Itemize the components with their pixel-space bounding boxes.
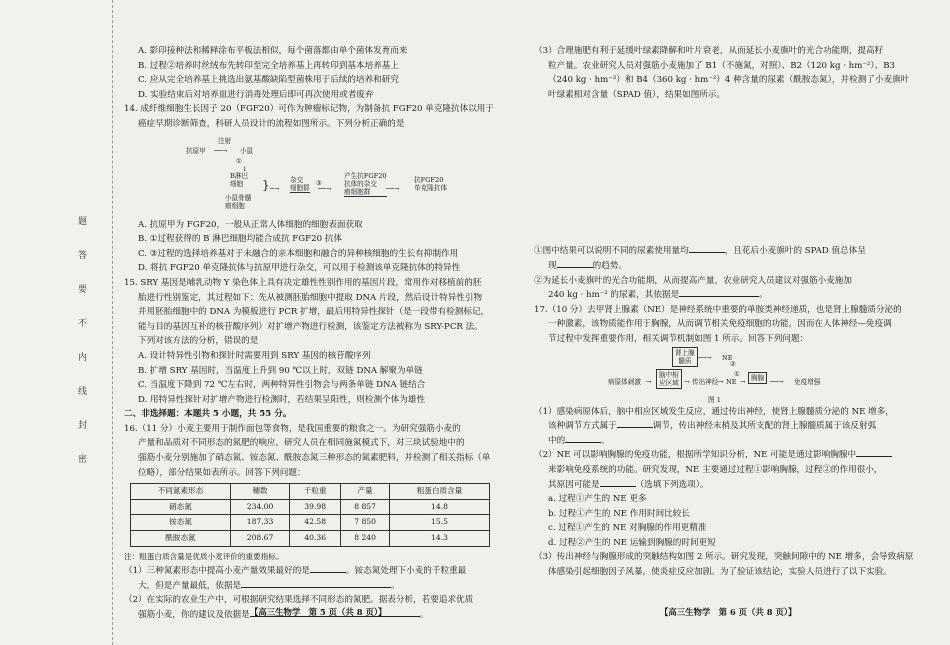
- q17-2-text: （2）NE 可以影响胸腺的免疫功能，根据所学知识分析，NE 可能是通过影响胸腺中: [534, 450, 857, 461]
- bcell-label: B淋巴 细胞: [230, 171, 249, 188]
- answer-blank[interactable]: [241, 579, 391, 588]
- q14-stem: 癌症早期诊断筛查，科研人员设计的流程如图所示。下列分析正确的是: [138, 118, 405, 129]
- q16-2-text: 。: [419, 610, 429, 620]
- arrow-icon: ──→: [318, 184, 332, 193]
- spad-chart: [534, 102, 914, 244]
- table-cell: 39.98: [290, 499, 341, 515]
- table-cell: 酰胺态氮: [131, 531, 231, 547]
- table-cell: 208.67: [230, 531, 289, 547]
- q16-3-sub: ②为延长小麦旗叶的光合功能期，从而提高产量，农业研究人员建议对强筋小麦施加: [534, 275, 852, 286]
- q16-3-stem: （240 kg · hm⁻²）和 B4（360 kg · hm⁻²）4 种含量的尿素（酰胺态氮），并检测了小麦旗叶: [548, 75, 910, 86]
- table-row: [131, 499, 490, 515]
- arrow-icon: ──→: [770, 377, 784, 386]
- arrow-icon: ─→: [270, 184, 280, 193]
- produce-label: 产生抗FGF20 抗体的杂交 瘤细胞群: [344, 171, 387, 196]
- inject-label: 注射: [218, 136, 232, 145]
- answer-blank[interactable]: [600, 478, 636, 487]
- table-row: [131, 515, 490, 531]
- table-cell: 234.00: [230, 499, 289, 515]
- margin-char: 题: [78, 217, 88, 227]
- q15-stem: 并用胚胎细胞中的 DNA 为模板进行 PCR 扩增，最后用特异性探针（是一段带有检测标记，: [138, 307, 490, 318]
- table-cell: 15.5: [390, 515, 490, 531]
- q15-stem: 15. SRY 基因是哺乳动物 Y 染色体上具有决定雄性性别作用的基因片段，常用作对移植前的胚: [124, 277, 482, 288]
- table-header: 不同氮素形态: [131, 484, 231, 500]
- page-5: [124, 44, 510, 623]
- q17-2-text: （选填下列选项）。: [635, 479, 709, 490]
- spad-chart-svg: [584, 102, 884, 244]
- brain-box: 脑中相 应区域: [656, 369, 682, 389]
- q14-option-b: B. ①过程获得的 B 淋巴细胞均能合成抗 FGF20 抗体: [138, 234, 342, 245]
- q17-2-option-a: a. 过程①产生的 NE 更多: [548, 494, 647, 505]
- mab-label: 抗FGF20 单克隆抗体: [414, 175, 447, 192]
- step2-label: ②: [730, 359, 736, 368]
- q16-3-stem: （3）合理施肥有利于延缓叶绿素降解和叶片衰老，从而延长小麦旗叶的光合功能期，提高籽: [534, 46, 884, 56]
- bracket-icon: }: [262, 177, 270, 192]
- q17-1-text: 该种调节方式属于: [548, 421, 617, 432]
- result-label: 免疫增强: [794, 377, 821, 386]
- table-cell: 铵态氮: [131, 515, 231, 531]
- answer-blank[interactable]: [565, 434, 601, 443]
- q16-3-sub: 。: [759, 290, 768, 301]
- table-cell: 14.8: [390, 499, 490, 515]
- q16-1-text: 。: [391, 580, 400, 591]
- table-cell: 硝态氮: [131, 499, 231, 515]
- q16-3-stem: 粒产量。农业研究人员对强筋小麦施加了 B1（不施氮，对照）、B2（120 kg · hm⁻²）、B3: [548, 60, 895, 71]
- arrow-icon: →: [718, 377, 724, 386]
- q15-stem: 胎进行性别鉴定，其过程如下：先从被测胚胎细胞中提取 DNA 片段，然后设计特异性引物: [138, 292, 483, 303]
- q15-option-d: D. 用特异性探针对扩增产物进行检测时，若结果呈阳性，则检测个体为雄性: [138, 394, 426, 405]
- hybrid-label: 杂交 细胞群: [290, 175, 310, 192]
- margin-char: 不: [78, 319, 88, 329]
- q13-option-c: C. 应从完全培养基上挑选出氨基酸缺陷型菌株用于后续的培养和研究: [138, 75, 399, 86]
- q17-2-text: 来影响免疫系统的功能。研究发现，NE 主要通过过程①影响胸腺，过程②的作用很小，: [548, 464, 883, 475]
- q15-option-c: C. 当温度下降到 72 ℃左右时，两种特异性引物会与两条单链 DNA 链结合: [138, 380, 426, 391]
- q13-option-a: A. 影印接种法和稀释涂布平板法相似，每个菌落都由单个菌体发育而来: [138, 46, 408, 56]
- arrow-icon: →: [646, 377, 652, 386]
- myeloma-label: 小鼠骨髓 瘤细胞: [225, 193, 252, 210]
- q14-stem: 14. 成纤维细胞生长因子 20（FGF20）可作为肿瘤标记物，为制备抗 FGF20 单克隆抗体以用于: [124, 104, 494, 115]
- q16-stem: 产量和品质对不同形态的氮肥的响应，研究人员在相同施氮模式下，对三块试验地中的: [138, 438, 465, 449]
- q16-stem: 16.（11 分）小麦主要用于制作面包等食物，是我国重要的粮食之一。为研究强筋小麦的: [124, 423, 461, 434]
- nitrogen-table: [130, 483, 490, 546]
- adrenal-box: 肾上腺 髓质: [672, 347, 698, 367]
- table-cell: 7 850: [341, 515, 390, 531]
- q17-1-text: （1）感染病原体后，脑中相应区域发生反应，通过传出神经，使肾上腺髓质分泌的 NE 增多，: [534, 406, 894, 417]
- q16-1-text: 大，但是产量最低，依据是: [138, 580, 242, 591]
- q17-2-text: 其原因可能是: [548, 479, 600, 490]
- q14-option-c: C. ③过程的选择培养基对于未融合的亲本细胞和融合的异种核细胞的生长有抑制作用: [138, 248, 459, 259]
- step3-label: ③: [316, 178, 322, 187]
- fig1-caption: 图 1: [708, 395, 721, 404]
- q17-stem: 17.（10 分）去甲肾上腺素（NE）是神经系统中重要的单胺类神经递质，也是肾上腺髓质分泌的: [534, 304, 902, 315]
- table-header-row: [131, 484, 490, 500]
- q15-stem: 能与目的基因互补的核苷酸序列）对扩增产物进行检测，该鉴定方法被称为 SRY-PCR 法。: [138, 321, 483, 332]
- table-header: 产量: [341, 484, 390, 500]
- ne-label: NE: [722, 353, 733, 362]
- margin-char: 要: [78, 285, 88, 295]
- answer-blank[interactable]: [679, 288, 759, 297]
- table-cell: 14.3: [390, 531, 490, 547]
- step1-label: ①: [236, 156, 242, 165]
- ne-label: NE: [726, 377, 737, 386]
- stim-label: 病原体刺激: [608, 377, 641, 386]
- margin-char: 封: [78, 421, 88, 431]
- page-6-footer: 【高三生物学 第 6 页（共 8 页）】: [660, 607, 797, 617]
- q17-1-text: 中的: [548, 435, 566, 446]
- q16-2-text: 强筋小麦，你的建议及依据是: [138, 610, 250, 620]
- q16-stem: 位略），部分结果如表所示。回答下列问题：: [138, 467, 306, 478]
- margin-char: 内: [78, 353, 88, 363]
- page-5-footer: 【高三生物学 第 5 页（共 8 页）】: [250, 607, 387, 617]
- table-header: 穗数: [230, 484, 289, 500]
- fig1-diagram: [534, 347, 914, 405]
- answer-blank[interactable]: [856, 448, 892, 457]
- page-6: [534, 44, 914, 580]
- mouse-label: 小鼠: [240, 146, 254, 155]
- step1-label: ①: [734, 369, 740, 378]
- answer-blank[interactable]: [617, 419, 653, 428]
- q16-3-sub: 现: [548, 260, 557, 271]
- table-cell: 187.33: [230, 515, 289, 531]
- q17-1-text: 。: [601, 435, 610, 446]
- q16-3-sub: 的趋势。: [592, 260, 627, 271]
- q15-option-b: B. 扩增 SRY 基因时，当温度上升到 90 ℃以上时，双链 DNA 解聚为单链: [138, 365, 423, 376]
- q16-1-text: （1）三种氮素形态中提高小麦产量效果最好的是: [124, 566, 310, 577]
- arrow-icon: →: [740, 377, 746, 386]
- table-header: 粗蛋白质含量: [390, 484, 490, 500]
- arrow-icon: ──→: [386, 184, 400, 193]
- q13-option-b: B. 过程②培养时丝绒布先转印至完全培养基上再转印到基本培养基上: [138, 60, 399, 71]
- answer-blank[interactable]: [557, 259, 593, 268]
- table-cell: 40.36: [290, 531, 341, 547]
- q17-stem: 一种激素，该物质能作用于胸腺，从而调节相关免疫细胞的功能，因而在人体神经—免疫调: [548, 319, 892, 330]
- q16-3-sub: ，且花后小麦旗叶的 SPAD 值总体呈: [724, 246, 866, 257]
- arrow-icon: →: [684, 377, 690, 386]
- table-cell: 42.58: [290, 515, 341, 531]
- q16-2-text: （2）在实际的农业生产中，可根据研究结果选择不同形态的氮肥。据表分析，若要追求优质: [124, 595, 474, 606]
- q17-stem: 节过程中发挥重要作用，相关调节机制如图 1 所示。回答下列问题：: [548, 333, 809, 344]
- q17-3-text: （3）传出神经与胸腺形成的突触结构如图 2 所示。研究发现，突触间隙中的 NE 增多，会导致病原: [534, 552, 914, 563]
- q17-2-option-b: b. 过程①产生的 NE 作用时间比较长: [548, 508, 690, 519]
- arrow-icon: ──→: [698, 353, 712, 362]
- answer-blank[interactable]: [689, 244, 725, 253]
- margin-char: 线: [78, 387, 88, 397]
- q17-3-text: 体感染引起细胞因子风暴，使炎症反应加剧。为了验证该结论，实验人员进行了以下实验。: [548, 567, 892, 578]
- q17-2-option-d: d. 过程②产生的 NE 运输到胸腺的时间更短: [548, 537, 716, 548]
- binding-margin: [0, 0, 113, 645]
- q16-3-sub: ①图中结果可以说明不同的尿素使用量均: [534, 246, 689, 257]
- section-title: 二、非选择题：本题共 5 小题，共 55 分。: [124, 409, 292, 420]
- thymus-box: 胸腺: [748, 372, 767, 384]
- q16-stem: 强筋小麦分别施加了硝态氮、铵态氮、酰胺态氮三种形态的氮素肥料，并检测了相关指标（单: [138, 453, 491, 464]
- q15-stem: 下列对该方法的分析，错误的是: [138, 336, 259, 347]
- q17-2-option-c: c. 过程①产生的 NE 对胸腺的作用更精准: [548, 523, 707, 534]
- q16-3-stem: 叶绿素相对含量（SPAD 值），结果如图所示。: [548, 89, 726, 100]
- q14-flow-figure: [124, 132, 510, 218]
- antigen-label: 抗原甲: [186, 146, 206, 155]
- q14-option-a: A. 抗原甲为 FGF20，一般从正常人体细胞的细胞表面获取: [138, 219, 363, 230]
- margin-char: 答: [78, 251, 88, 261]
- q15-option-a: A. 设计特异性引物和探针时需要用到 SRY 基因的核苷酸序列: [138, 350, 371, 361]
- q13-option-d: D. 实验结束后对培养皿进行消毒处理后即可再次使用或者废弃: [138, 89, 374, 100]
- arrow-icon: ──→: [214, 146, 228, 155]
- nerve-label: 传出神经: [692, 377, 719, 386]
- table-header: 千粒重: [290, 484, 341, 500]
- table-note: 注：粗蛋白质含量是优质小麦评价的重要指标。: [124, 551, 284, 561]
- q16-3-sub: 240 kg · hm⁻² 的尿素，其依据是: [548, 290, 680, 301]
- q14-option-d: D. 将抗 FGF20 单克隆抗体与抗原甲进行杂交，可以用于检测该单克隆抗体的特异性: [138, 263, 461, 274]
- q16-1-text: 。铵态氮处理下小麦的千粒重最: [345, 566, 467, 577]
- q17-1-text: 调节，传出神经末梢及其所支配的肾上腺髓质属于该反射弧: [652, 421, 877, 432]
- down-arrow-icon: ↓: [242, 164, 248, 173]
- margin-char: 密: [78, 455, 88, 465]
- table-row: [131, 531, 490, 547]
- table-cell: 8 857: [341, 499, 390, 515]
- table-cell: 8 240: [341, 531, 390, 547]
- answer-blank[interactable]: [310, 564, 346, 573]
